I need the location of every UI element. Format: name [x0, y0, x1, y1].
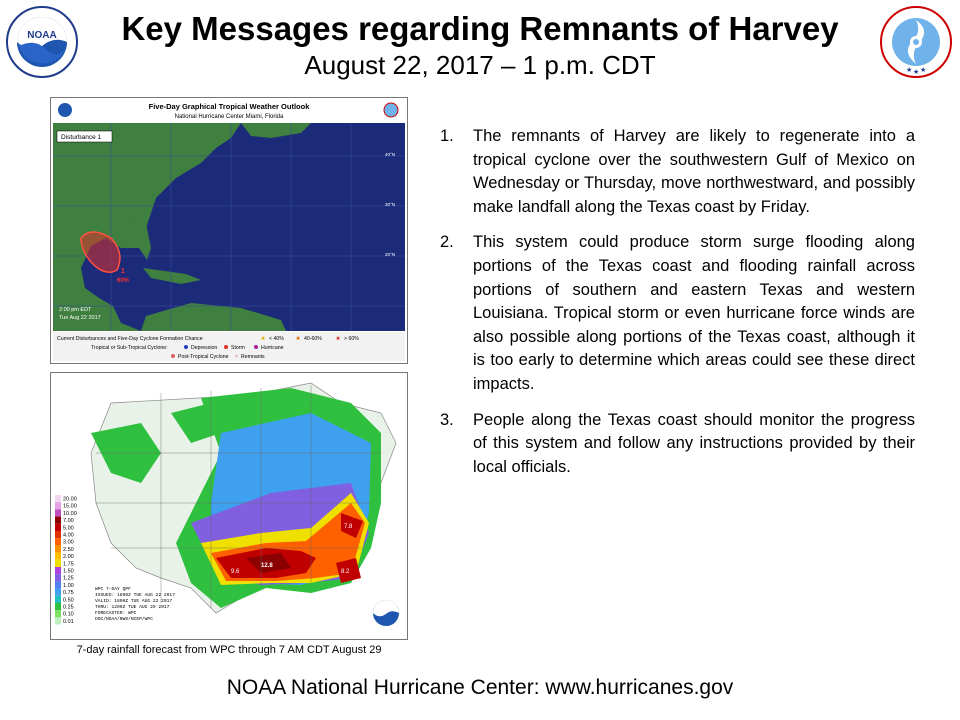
legend-swatch: [55, 553, 61, 560]
hurricane-icon: [254, 345, 258, 349]
page-title: Key Messages regarding Remnants of Harvey: [121, 10, 839, 47]
legend-swatch: [55, 538, 61, 545]
outlook-date: Tue Aug 22 2017: [59, 315, 101, 321]
legend-mid-icon: ✖: [296, 336, 301, 342]
rainfall-map: [50, 372, 408, 640]
svg-text:★: ★: [913, 69, 920, 76]
legend-hurricane: Hurricane: [261, 345, 284, 351]
legend-value: 7.00: [63, 518, 74, 525]
message-item: [440, 231, 915, 396]
noaa-mini-icon: [58, 103, 72, 117]
legend-high: > 60%: [344, 336, 359, 342]
legend-swatch: [55, 596, 61, 603]
info-line-6: DOC/NOAA/NWS/NCEP/WPC: [95, 617, 153, 622]
legend-storm: Storm: [231, 345, 245, 351]
legend-low-icon: ✖: [261, 336, 266, 342]
message-text: This system could produce storm surge flooding along portions of the Texas coast and flooding rainfall across portions of southern and eastern Texas and western Louisiana. Tropical storm or even hurricane force winds are also possible along portions of the Texas coast, although it is too early to determine which areas could see these direct impacts.: [473, 233, 915, 393]
outlook-title: Five-Day Graphical Tropical Weather Outlook: [148, 102, 310, 111]
legend-value: 2.00: [63, 554, 74, 561]
page-subtitle: August 22, 2017 – 1 p.m. CDT: [304, 50, 656, 80]
remnants-icon: ×: [235, 354, 239, 360]
legend-line1: Current Disturbances and Five-Day Cyclone Formation Chance: [57, 336, 203, 342]
legend-value: 10.00: [63, 510, 77, 517]
legend-depression: Depression: [191, 345, 218, 351]
depression-icon: [184, 345, 188, 349]
legend-swatch: [55, 495, 61, 502]
message-text: The remnants of Harvey are likely to regenerate into a tropical cyclone over the southwestern Gulf of Mexico on Wednesday or Thursday, move northwestward, and possibly make landfall along the Texas coast by Friday.: [473, 127, 915, 216]
peak-label-4: 8.2: [341, 569, 350, 575]
legend-remnants: Remnants: [241, 354, 265, 360]
legend-value: 2.50: [63, 546, 74, 553]
legend-high-icon: ✖: [336, 336, 341, 342]
legend-value: 0.01: [63, 618, 74, 625]
footer: NOAA National Hurricane Center: www.hurricanes.gov: [226, 676, 734, 699]
disturbance-chance: 60%: [117, 278, 130, 284]
legend-value: 1.75: [63, 561, 74, 568]
info-line-5: FORECASTER: WPC: [95, 611, 137, 616]
legend-value: 5.00: [63, 525, 74, 532]
legend-swatch: [55, 560, 61, 567]
noaa-logo: [6, 6, 78, 78]
lat-label-40: 40°N: [384, 152, 395, 157]
legend-post: Post-Tropical Cyclone: [178, 354, 229, 360]
legend-swatch: [55, 617, 61, 624]
legend-swatch: [55, 581, 61, 588]
lat-label-20: 20°N: [384, 252, 395, 257]
legend-value: 0.10: [63, 611, 74, 618]
legend-value: 0.25: [63, 604, 74, 611]
peak-label-2: 9.6: [231, 569, 240, 575]
legend-swatch: [55, 502, 61, 509]
disturbance-number: 1: [121, 268, 125, 275]
info-line-2: ISSUED: 1800Z TUE AUG 22 2017: [95, 593, 175, 598]
legend-value: 1.00: [63, 582, 74, 589]
legend-swatch: [55, 589, 61, 596]
legend-swatch: [55, 567, 61, 574]
legend-value: 1.25: [63, 575, 74, 582]
info-line-1: WPC 7-DAY QPF: [95, 587, 131, 592]
legend-swatch: [55, 517, 61, 524]
legend-value: 1.50: [63, 568, 74, 575]
noaa-logo-text: NOAA: [27, 30, 57, 41]
rainfall-legend: [55, 495, 77, 625]
legend-value: 0.75: [63, 590, 74, 597]
nws-mini-icon: [384, 103, 398, 117]
legend-swatch: [55, 610, 61, 617]
message-item: [440, 409, 915, 480]
outlook-map: [50, 97, 408, 364]
legend-swatch: [55, 531, 61, 538]
storm-icon: [224, 345, 228, 349]
info-line-4: THRU: 1200Z TUE AUG 29 2017: [95, 605, 170, 610]
message-number: 2.: [440, 233, 454, 252]
legend-value: 0.50: [63, 597, 74, 604]
legend-swatch: [55, 603, 61, 610]
peak-label-3: 7.8: [344, 524, 353, 530]
svg-text:★: ★: [906, 67, 913, 74]
outlook-subtitle: National Hurricane Center Miami, Florida: [174, 114, 284, 120]
legend-value: 3.00: [63, 539, 74, 546]
message-text: People along the Texas coast should monitor the progress of this system and follow any instructions provided by their local officials.: [473, 410, 915, 476]
legend-swatch: [55, 574, 61, 581]
peak-label-1: 12.8: [261, 563, 273, 569]
message-item: [440, 125, 915, 219]
rainfall-caption: 7-day rainfall forecast from WPC through 7 AM CDT August 29: [76, 644, 382, 656]
legend-swatch: [55, 524, 61, 531]
message-number: 1.: [440, 127, 454, 145]
nws-logo: [880, 6, 952, 78]
legend-value: 20.00: [63, 496, 77, 503]
legend-swatch: [55, 509, 61, 516]
legend-value: 15.00: [63, 503, 77, 510]
message-number: 3.: [440, 410, 454, 429]
legend-low: < 40%: [269, 336, 284, 342]
key-messages: [440, 125, 915, 491]
legend-value: 4.00: [63, 532, 74, 539]
outlook-time: 2:00 pm EDT: [59, 307, 92, 313]
legend-swatch: [55, 545, 61, 552]
disturbance-label: Disturbance 1: [61, 134, 102, 141]
legend-mid: 40-60%: [304, 336, 322, 342]
info-line-3: VALID: 1800Z TUE AUG 22 2017: [95, 599, 173, 604]
svg-text:★: ★: [920, 67, 927, 74]
legend-line2: Tropical or Sub-Tropical Cyclone:: [91, 345, 168, 351]
lat-label-30: 30°N: [384, 202, 395, 207]
post-tropical-icon: [171, 354, 175, 358]
